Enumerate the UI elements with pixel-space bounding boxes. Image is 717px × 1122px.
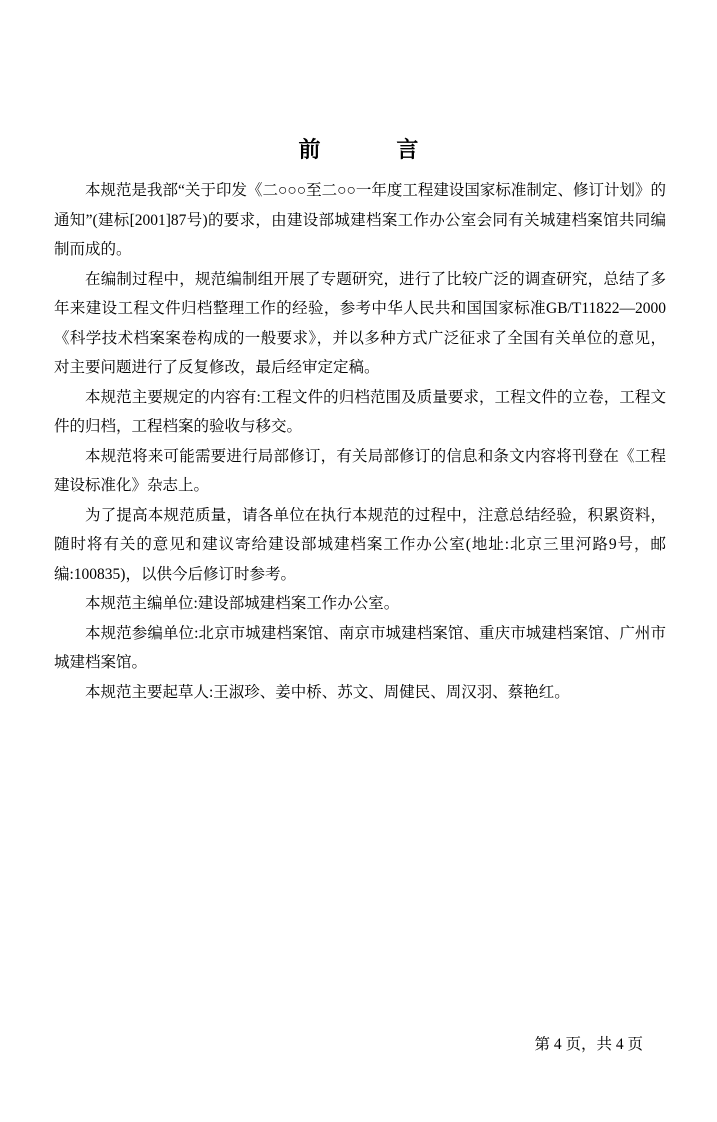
page-number: 第 4 页，共 4 页: [534, 1036, 643, 1053]
paragraph-chief-editor: 本规范主编单位:建设部城建档案工作办公室。: [85, 595, 400, 612]
document-body: [54, 176, 666, 707]
paragraph-revision: 本规范将来可能需要进行局部修订，有关局部修订的信息和条文内容将刊登在《工程建设标准化》杂志上。: [54, 447, 666, 494]
paragraph-basis: 本规范是我部“关于印发《二○○○至二○○一年度工程建设国家标准制定、修订计划》的通知”(建标[2001]87号)的要求，由建设部城建档案工作办公室会同有关城建档案馆共同编制而成的。: [54, 182, 666, 258]
paragraph-feedback: 为了提高本规范质量，请各单位在执行本规范的过程中，注意总结经验，积累资料，随时将有关的意见和建议寄给建设部城建档案工作办公室(地址:北京三里河路9号，邮编:100835)，以供今后修订时参考。: [54, 506, 666, 583]
paragraph-participating-units: 本规范参编单位:北京市城建档案馆、南京市城建档案馆、重庆市城建档案馆、广州市城建档案馆。: [54, 624, 666, 671]
paragraph-main-content: 本规范主要规定的内容有:工程文件的归档范围及质量要求，工程文件的立卷，工程文件的归档，工程档案的验收与移交。: [54, 388, 666, 435]
page-title: 前 言: [298, 137, 454, 162]
paragraph-process: 在编制过程中，规范编制组开展了专题研究，进行了比较广泛的调查研究，总结了多年来建设工程文件归档整理工作的经验，参考中华人民共和国国家标准GB/T11822—2000《科学技术档案案卷构成的一般要求》，并以多种方式广泛征求了全国有关单位的意见，对主要问题进行了反复修改，最后经审定定稿。: [54, 270, 666, 376]
paragraph-drafters: 本规范主要起草人:王淑珍、姜中桥、苏文、周健民、周汉羽、蔡艳红。: [85, 683, 570, 701]
